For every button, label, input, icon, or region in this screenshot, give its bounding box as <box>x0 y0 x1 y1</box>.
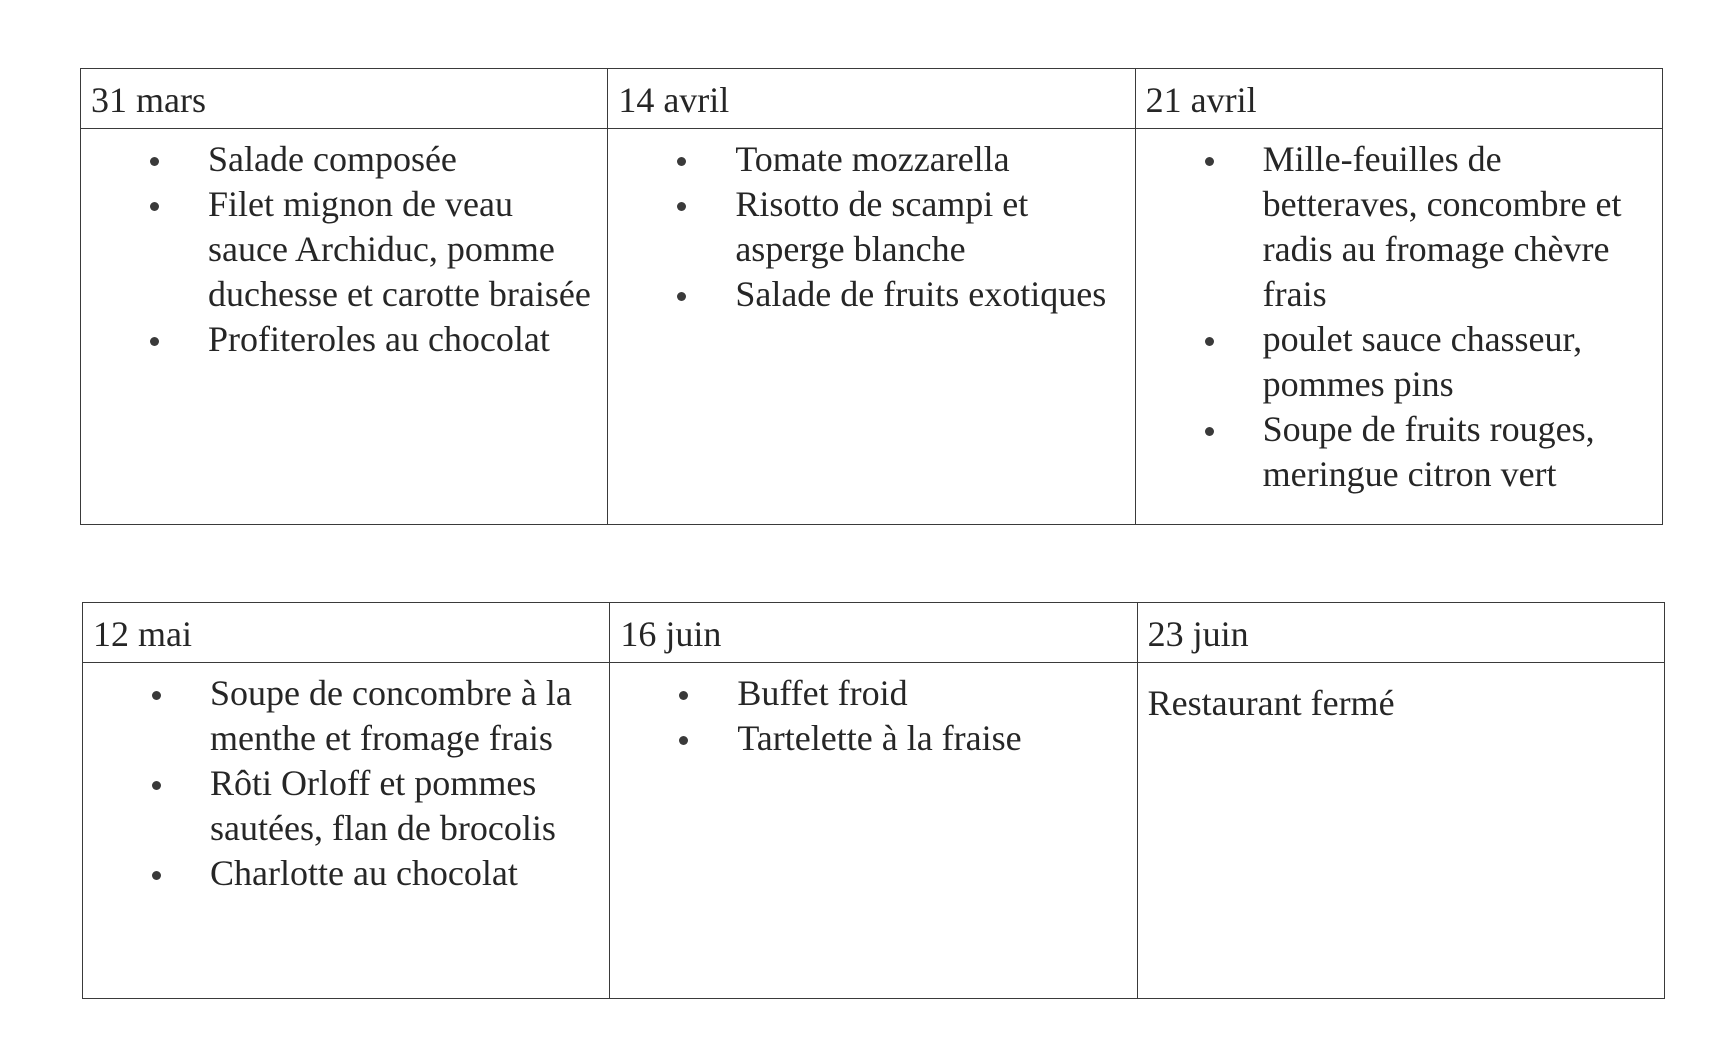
menu-item: Charlotte au chocolat <box>210 851 609 896</box>
menu-item: Soupe de concombre à la menthe et fromage frais <box>210 671 609 761</box>
menu-item: Tartelette à la fraise <box>737 716 1136 761</box>
menu-list <box>608 137 1134 317</box>
menu-item: Salade de fruits exotiques <box>735 272 1134 317</box>
menu-cell <box>608 129 1135 525</box>
menu-item: Buffet froid <box>737 671 1136 716</box>
menu-item: Filet mignon de veau sauce Archiduc, pomme duchesse et carotte braisée <box>208 182 607 317</box>
date-cell: 16 juin <box>610 603 1137 663</box>
closed-notice: Restaurant fermé <box>1147 683 1395 723</box>
date-cell: 14 avril <box>608 69 1135 129</box>
menu-list <box>81 137 607 362</box>
menu-cell <box>1135 129 1662 525</box>
date-cell: 12 mai <box>83 603 610 663</box>
menu-cell <box>81 129 608 525</box>
menu-row <box>81 129 1663 525</box>
menu-table-summer <box>82 602 1665 999</box>
menu-list <box>610 671 1136 761</box>
date-cell: 21 avril <box>1135 69 1662 129</box>
menu-table-spring <box>80 68 1663 525</box>
date-row <box>81 69 1663 129</box>
menu-item: poulet sauce chasseur, pommes pins <box>1263 317 1662 407</box>
menu-list <box>1136 137 1662 497</box>
menu-item: Salade composée <box>208 137 607 182</box>
menu-list <box>83 671 609 896</box>
menu-cell <box>610 663 1137 999</box>
menu-row <box>83 663 1665 999</box>
date-cell: 23 juin <box>1137 603 1664 663</box>
menu-item: Risotto de scampi et asperge blanche <box>735 182 1134 272</box>
date-cell: 31 mars <box>81 69 608 129</box>
menu-item: Soupe de fruits rouges, meringue citron vert <box>1263 407 1662 497</box>
menu-item: Profiteroles au chocolat <box>208 317 607 362</box>
menu-cell <box>1137 663 1664 999</box>
menu-cell <box>83 663 610 999</box>
date-row <box>83 603 1665 663</box>
menu-item: Rôti Orloff et pommes sautées, flan de brocolis <box>210 761 609 851</box>
menu-item: Mille-feuilles de betteraves, concombre et radis au fromage chèvre frais <box>1263 137 1662 317</box>
menu-item: Tomate mozzarella <box>735 137 1134 182</box>
